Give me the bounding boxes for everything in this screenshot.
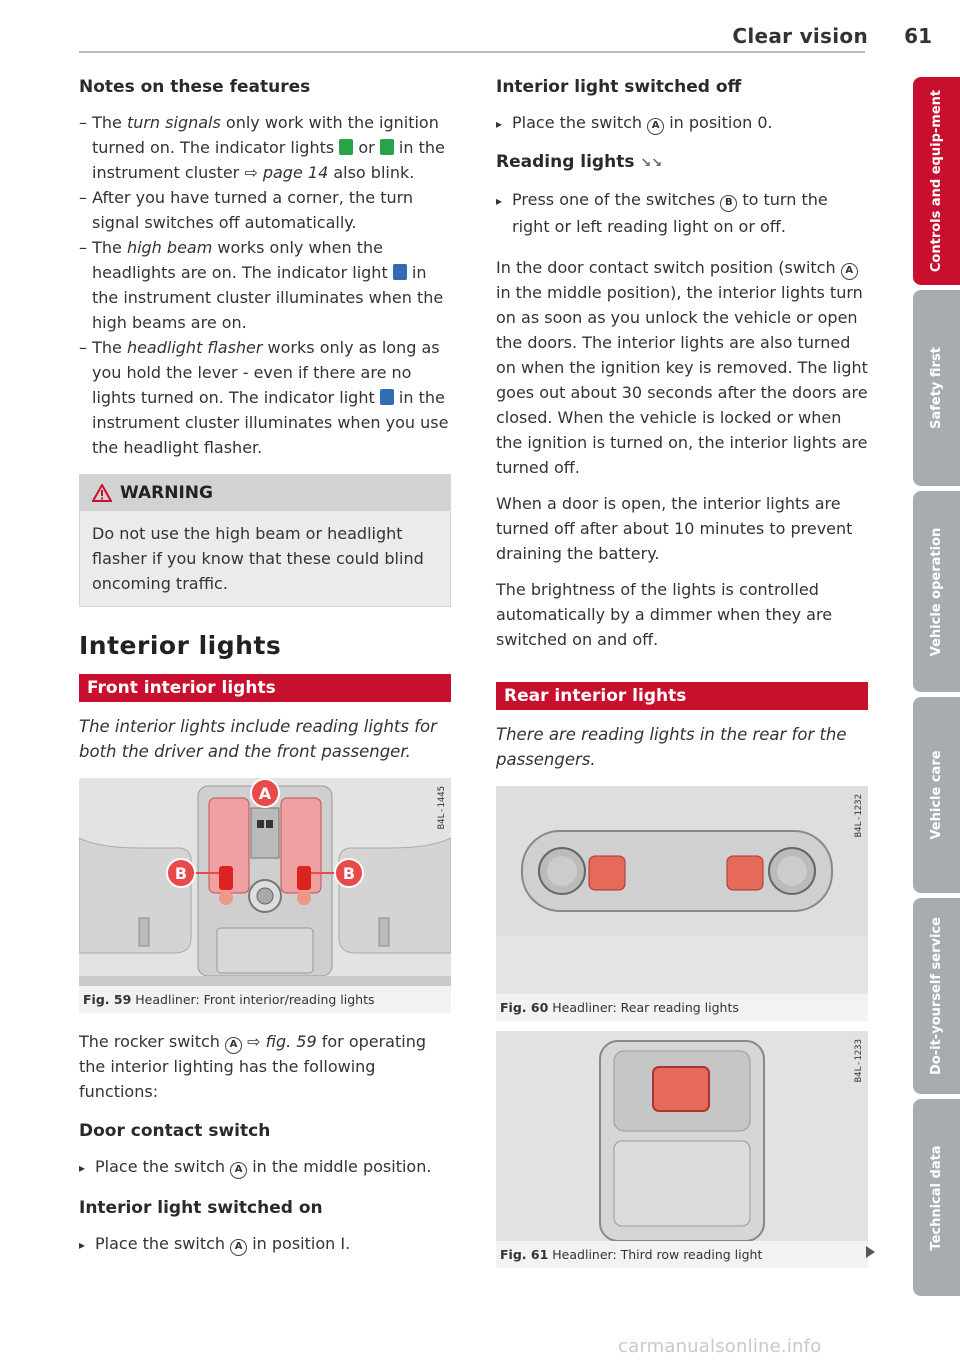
figure-61-image xyxy=(496,1031,868,1241)
reading-light-icon: ↘↘ xyxy=(640,156,663,171)
rocker-paragraph: The rocker switch A ⇨ fig. 59 for operating the interior lighting has the following functions: xyxy=(79,1032,426,1101)
light-on-heading: Interior light switched on xyxy=(79,1198,323,1218)
figure-61-code: B4L-1233 xyxy=(854,1039,864,1083)
svg-text:A: A xyxy=(258,784,272,803)
warning-box xyxy=(79,474,451,607)
notes-list xyxy=(79,110,451,460)
note-turn-signals: – The turn signals only work with the ignition turned on. The indicator lights or in the instrument cluster ⇨ page 14 also blink. xyxy=(79,113,445,182)
notes-heading: Notes on these features xyxy=(79,77,311,97)
switch-a-icon: A xyxy=(230,1239,247,1256)
tab-technical-data[interactable]: Technical data xyxy=(913,1099,960,1296)
figure-61 xyxy=(496,1031,868,1268)
reading-lights-step: ▸ Press one of the switches B to turn the right or left reading light on or off. xyxy=(496,187,868,239)
warning-header xyxy=(80,475,450,511)
figure-59-code: B4L-1445 xyxy=(437,786,447,830)
light-off-heading: Interior light switched off xyxy=(496,77,742,97)
door-contact-steps xyxy=(79,1154,451,1181)
third-row-headliner-illustration xyxy=(496,1031,868,1241)
light-off-step: ▸ Place the switch A in position 0. xyxy=(496,110,868,137)
figure-59-image xyxy=(79,778,451,986)
figure-60-image xyxy=(496,786,868,994)
continue-arrow-icon xyxy=(866,1246,875,1258)
tab-do-it-yourself[interactable]: Do-it-yourself service xyxy=(913,898,960,1094)
switch-a-icon: A xyxy=(841,263,858,280)
figure-61-caption: Fig. 61 Headliner: Third row reading light xyxy=(500,1247,763,1262)
tab-safety[interactable]: Safety first xyxy=(913,290,960,486)
right-column xyxy=(496,74,868,1268)
svg-text:B: B xyxy=(342,864,356,883)
subsection-rear: Rear interior lights xyxy=(496,682,868,710)
high-beam-indicator-icon xyxy=(393,264,407,280)
warning-title: WARNING xyxy=(120,483,213,503)
figure-59-caption: Fig. 59 Headliner: Front interior/reading lights xyxy=(83,992,375,1007)
reading-lights-heading: Reading lights ↘↘ xyxy=(496,152,663,172)
switch-a-icon: A xyxy=(225,1037,242,1054)
running-header-title: Clear vision xyxy=(732,24,868,48)
subsection-front: Front interior lights xyxy=(79,674,451,702)
note-high-beam: – The high beam works only when the headlights are on. The indicator light in the instrument cluster illuminates when the high beams are on. xyxy=(79,238,444,332)
reading-lights-steps xyxy=(496,187,868,239)
door-contact-paragraph: In the door contact switch position (switch A in the middle position), the interior lights turn on as soon as you unlock the vehicle or open the doors. The interior lights are also turned on when the ignition key is removed. The light goes out about 30 seconds after the doors are closed. When the vehicle is locked or when the ignition is turned on, the interior lights are turned off. xyxy=(496,258,868,477)
turn-right-indicator-icon xyxy=(380,139,394,155)
left-column xyxy=(79,74,451,1258)
switch-a-icon: A xyxy=(647,118,664,135)
page-number: 61 xyxy=(904,24,932,48)
light-off-steps xyxy=(496,110,868,137)
header-divider xyxy=(79,51,865,53)
switch-b-icon: B xyxy=(720,195,737,212)
figure-60-code: B4L-1232 xyxy=(854,794,864,838)
light-on-steps xyxy=(79,1231,451,1258)
figure-59 xyxy=(79,778,451,1013)
svg-text:B: B xyxy=(174,864,188,883)
flasher-indicator-icon xyxy=(380,389,394,405)
rear-headliner-illustration xyxy=(496,786,868,994)
door-contact-heading: Door contact switch xyxy=(79,1121,271,1141)
note-turn-off: – After you have turned a corner, the turn signal switches off automatically. xyxy=(79,188,414,232)
tab-vehicle-operation[interactable]: Vehicle operation xyxy=(913,491,960,692)
figure-60 xyxy=(496,786,868,1021)
watermark: carmanualsonline.info xyxy=(618,1336,822,1357)
switch-a-icon: A xyxy=(230,1162,247,1179)
figure-60-caption: Fig. 60 Headliner: Rear reading lights xyxy=(500,1000,739,1015)
dimmer-paragraph: The brightness of the lights is controlled automatically by a dimmer when they are switched on and off. xyxy=(496,580,833,649)
tab-controls[interactable]: Controls and equip-ment xyxy=(913,77,960,285)
door-contact-step: ▸ Place the switch A in the middle position. xyxy=(79,1154,451,1181)
battery-paragraph: When a door is open, the interior lights are turned off after about 10 minutes to prevent draining the battery. xyxy=(496,494,853,563)
light-on-step: ▸ Place the switch A in position I. xyxy=(79,1231,451,1258)
turn-left-indicator-icon xyxy=(339,139,353,155)
note-headlight-flasher: – The headlight flasher works only as long as you hold the lever - even if there are no lights turned on. The indicator light in the instrument cluster illuminates when you use the headlight flasher. xyxy=(79,338,449,457)
tab-vehicle-care[interactable]: Vehicle care xyxy=(913,697,960,893)
front-headliner-illustration xyxy=(79,778,451,986)
warning-triangle-icon xyxy=(92,484,112,502)
warning-text: Do not use the high beam or headlight flasher if you know that these could blind oncoming traffic. xyxy=(92,524,424,593)
section-title: Interior lights xyxy=(79,631,282,660)
lead-front: The interior lights include reading lights for both the driver and the front passenger. xyxy=(79,717,437,761)
lead-rear: There are reading lights in the rear for the passengers. xyxy=(496,725,847,769)
